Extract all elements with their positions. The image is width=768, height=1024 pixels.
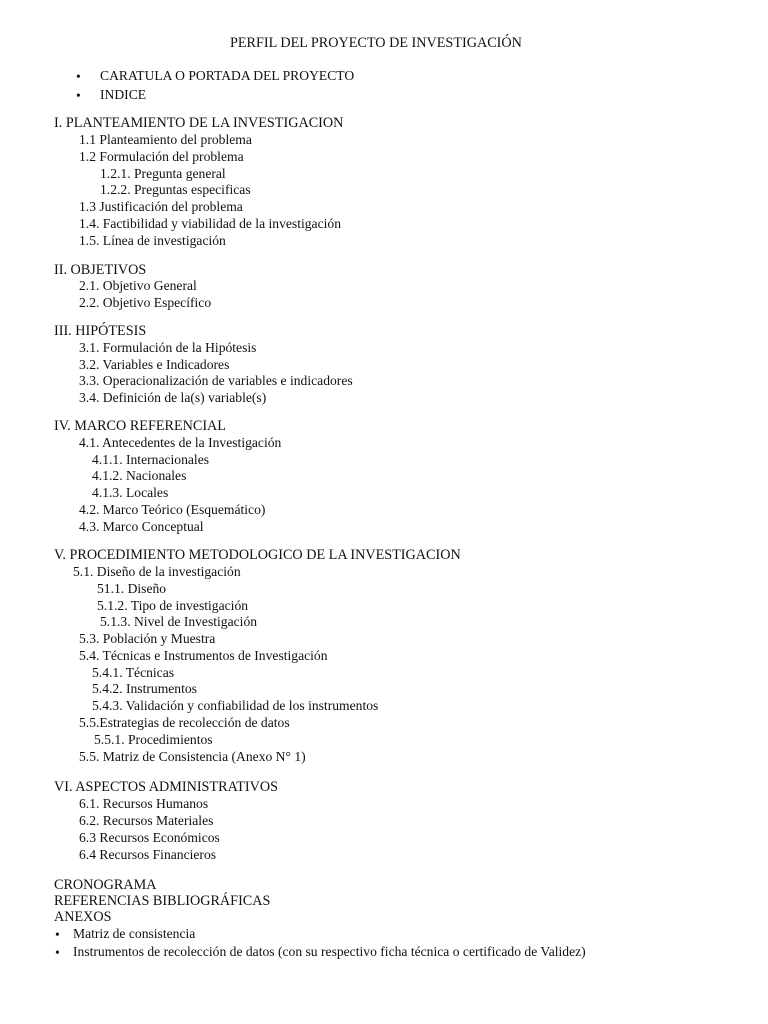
toc-item: 1.2.1. Pregunta general: [100, 166, 226, 181]
toc-item: 51.1. Diseño: [97, 581, 167, 596]
toc-item: 5.4.1. Técnicas: [92, 665, 175, 680]
toc-item: 5.1.2. Tipo de investigación: [97, 598, 249, 613]
bullet-icon: •: [76, 69, 81, 84]
section-heading-i: I. PLANTEAMIENTO DE LA INVESTIGACION: [54, 115, 344, 131]
toc-item: 5.4.3. Validación y confiabilidad de los instrumentos: [92, 698, 379, 713]
referencias-heading: REFERENCIAS BIBLIOGRÁFICAS: [54, 893, 271, 909]
toc-item: 1.2.2. Preguntas especificas: [100, 182, 251, 197]
toc-item: 3.1. Formulación de la Hipótesis: [79, 340, 257, 355]
toc-item: 3.2. Variables e Indicadores: [79, 357, 230, 372]
toc-item: 1.1 Planteamiento del problema: [79, 132, 252, 147]
toc-item: 3.3. Operacionalización de variables e indicadores: [79, 373, 353, 388]
annex-item: Matriz de consistencia: [73, 926, 196, 941]
toc-item: 2.2. Objetivo Específico: [79, 295, 212, 310]
toc-item: 6.3 Recursos Económicos: [79, 830, 220, 845]
toc-item: 1.3 Justificación del problema: [79, 199, 243, 214]
section-heading-iii: III. HIPÓTESIS: [54, 323, 147, 339]
anexos-heading: ANEXOS: [54, 909, 112, 925]
toc-item: 5.3. Población y Muestra: [79, 631, 216, 646]
toc-item: 2.1. Objetivo General: [79, 278, 197, 293]
toc-item: 4.1.3. Locales: [92, 485, 169, 500]
toc-item: 5.1.3. Nivel de Investigación: [100, 614, 258, 629]
toc-item: 5.4.2. Instrumentos: [92, 681, 197, 696]
bullet-icon: •: [76, 88, 81, 103]
toc-item: 5.5.1. Procedimientos: [94, 732, 213, 747]
toc-item: 1.2 Formulación del problema: [79, 149, 244, 164]
section-heading-ii: II. OBJETIVOS: [54, 262, 147, 278]
section-heading-v: V. PROCEDIMIENTO METODOLOGICO DE LA INVESTIGACION: [54, 547, 461, 563]
cronograma-heading: CRONOGRAMA: [54, 877, 157, 893]
annex-item: Instrumentos de recolección de datos (con su respectivo ficha técnica o certificado de Validez): [73, 944, 586, 959]
toc-item: 5.5. Matriz de Consistencia (Anexo N° 1): [79, 749, 306, 764]
toc-item: 6.2. Recursos Materiales: [79, 813, 214, 828]
toc-item: 1.4. Factibilidad y viabilidad de la investigación: [79, 216, 341, 231]
front-item-indice: INDICE: [100, 87, 147, 102]
toc-item: 4.1.2. Nacionales: [92, 468, 187, 483]
toc-item: 6.1. Recursos Humanos: [79, 796, 209, 811]
toc-item: 4.2. Marco Teórico (Esquemático): [79, 502, 266, 517]
toc-item: 4.3. Marco Conceptual: [79, 519, 204, 534]
section-heading-iv: IV. MARCO REFERENCIAL: [54, 418, 226, 434]
toc-item: 6.4 Recursos Financieros: [79, 847, 217, 862]
bullet-icon: •: [55, 927, 60, 942]
section-heading-vi: VI. ASPECTOS ADMINISTRATIVOS: [54, 779, 279, 795]
toc-item: 3.4. Definición de la(s) variable(s): [79, 390, 267, 405]
toc-item: 4.1. Antecedentes de la Investigación: [79, 435, 282, 450]
toc-item: 1.5. Línea de investigación: [79, 233, 226, 248]
toc-item: 5.1. Diseño de la investigación: [73, 564, 241, 579]
bullet-icon: •: [55, 945, 60, 960]
toc-item: 4.1.1. Internacionales: [92, 452, 210, 467]
front-item-caratula: CARATULA O PORTADA DEL PROYECTO: [100, 68, 355, 83]
toc-item: 5.5.Estrategias de recolección de datos: [79, 715, 290, 730]
document-title: PERFIL DEL PROYECTO DE INVESTIGACIÓN: [230, 35, 522, 51]
toc-item: 5.4. Técnicas e Instrumentos de Investigación: [79, 648, 328, 663]
